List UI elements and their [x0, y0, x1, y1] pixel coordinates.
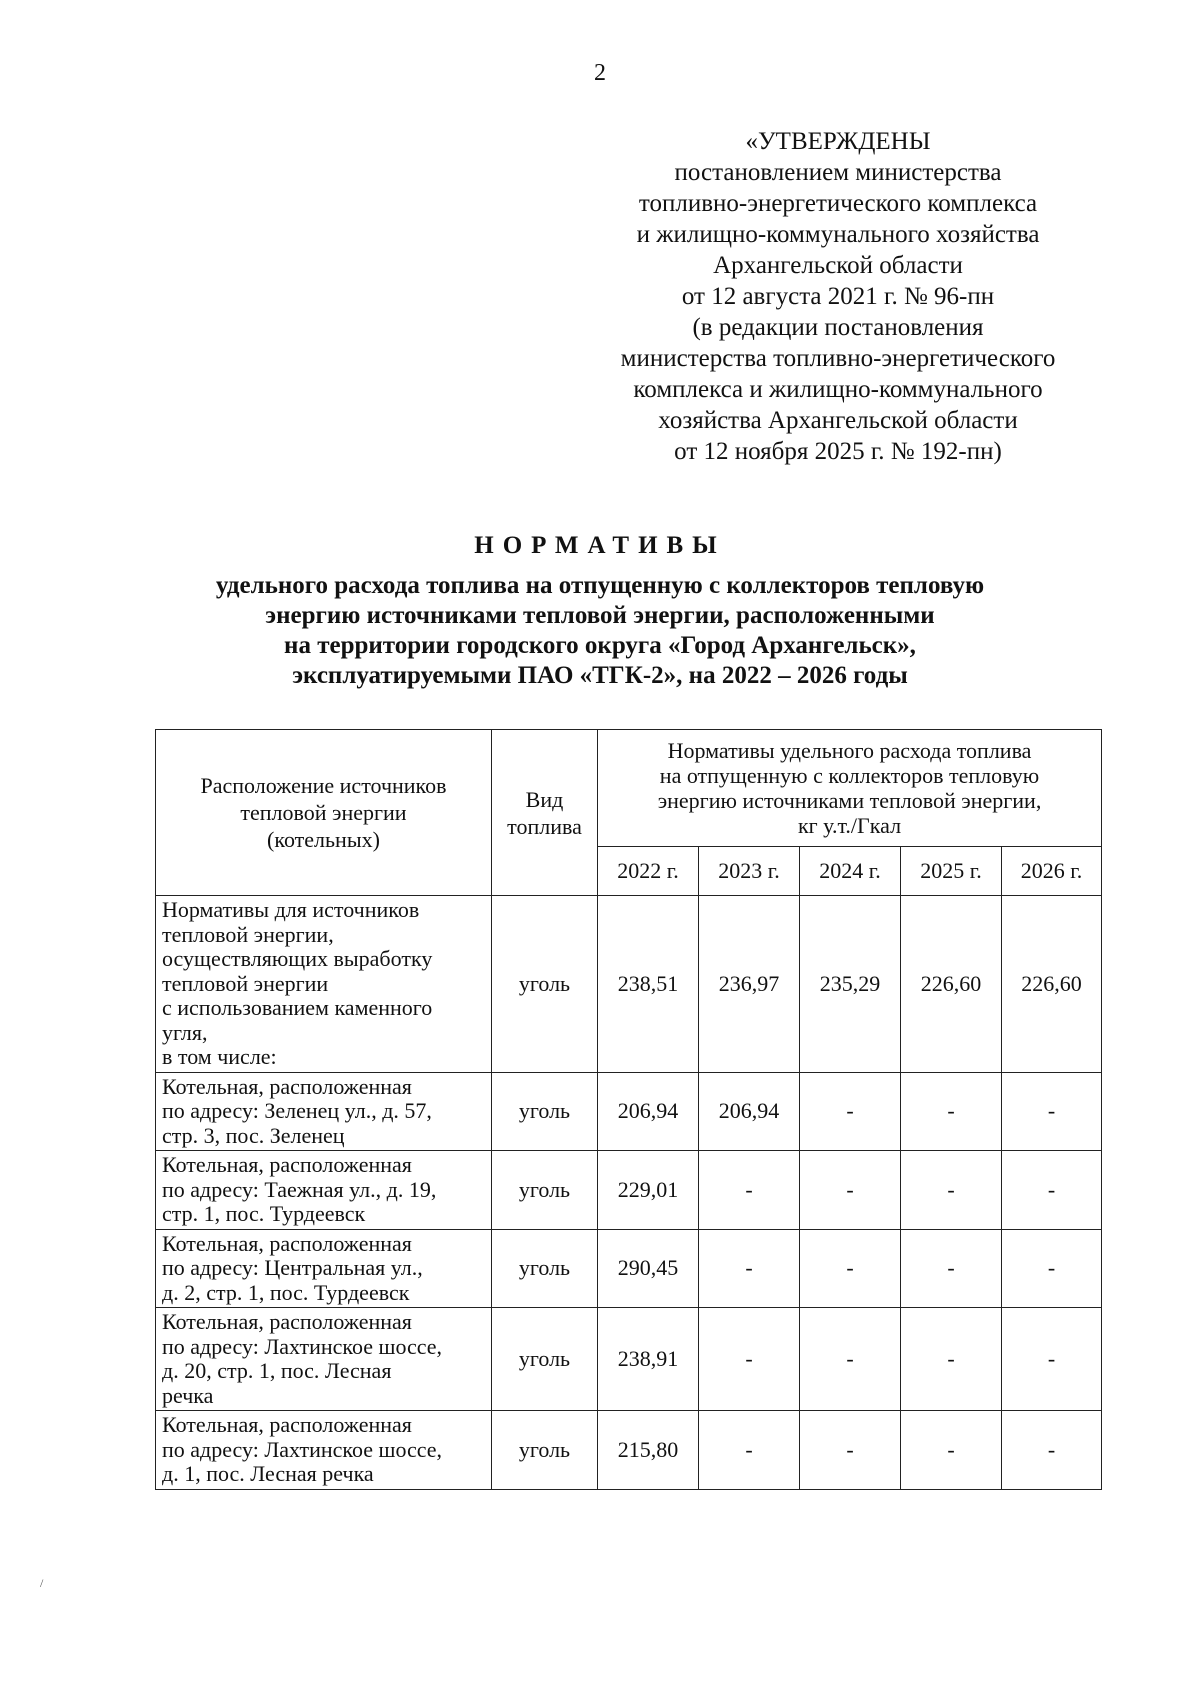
location-line: угля,	[162, 1019, 208, 1045]
header-norms-line: кг у.т./Гкал	[797, 813, 902, 838]
cell-value: 238,91	[598, 1308, 699, 1411]
cell-value: -	[1002, 1308, 1102, 1411]
header-source-line: Расположение источников	[200, 773, 447, 798]
cell-value: 215,80	[598, 1411, 699, 1490]
cell-value: -	[901, 1151, 1002, 1230]
approval-line: министерства топливно-энергетического	[620, 345, 1056, 372]
subtitle-line: эксплуатируемыми ПАО «ТГК-2», на 2022 – 2026 годы	[292, 662, 908, 689]
approval-line: «УТВЕРЖДЕНЫ	[745, 128, 931, 155]
cell-location	[156, 1308, 492, 1411]
location-line: стр. 1, пос. Турдеевск	[162, 1201, 366, 1226]
table-row	[156, 1229, 1102, 1308]
location-line: Котельная, расположенная	[162, 1230, 412, 1256]
norms-table	[155, 729, 1102, 1490]
cell-value: -	[901, 1308, 1002, 1411]
header-source-line: тепловой энергии	[240, 800, 407, 825]
cell-fuel: уголь	[492, 1072, 598, 1151]
location-line: по адресу: Центральная ул.,	[162, 1255, 423, 1280]
table-row	[156, 1072, 1102, 1151]
cell-location	[156, 1151, 492, 1230]
location-line: осуществляющих выработку	[162, 946, 433, 971]
approval-line: от 12 августа 2021 г. № 96-пн	[681, 283, 995, 310]
approval-line: хозяйства Архангельской области	[658, 407, 1018, 434]
approval-line: (в редакции постановления	[692, 314, 984, 341]
cell-value: 226,60	[901, 896, 1002, 1073]
approval-stamp	[588, 126, 1088, 467]
cell-value: 206,94	[699, 1072, 800, 1151]
table-row	[156, 1411, 1102, 1490]
cell-fuel: уголь	[492, 1151, 598, 1230]
cell-fuel: уголь	[492, 896, 598, 1073]
cell-value: -	[699, 1151, 800, 1230]
cell-location	[156, 1411, 492, 1490]
table-row	[156, 896, 1102, 1073]
location-line: с использованием каменного	[162, 995, 433, 1020]
cell-location	[156, 1072, 492, 1151]
cell-value: -	[800, 1072, 901, 1151]
header-fuel-line: топлива	[507, 813, 582, 839]
location-line: Котельная, расположенная	[162, 1073, 412, 1099]
location-line: по адресу: Лахтинское шоссе,	[162, 1333, 443, 1359]
header-year: 2026 г.	[1002, 847, 1102, 896]
cell-location	[156, 1229, 492, 1308]
subtitle-line: удельного расхода топлива на отпущенную с коллекторов тепловую	[215, 572, 985, 599]
cell-value: 236,97	[699, 896, 800, 1073]
location-line: Котельная, расположенная	[162, 1412, 412, 1437]
header-norms-line: на отпущенную с коллекторов тепловую	[659, 763, 1040, 788]
cell-value: -	[800, 1411, 901, 1490]
cell-value: -	[901, 1229, 1002, 1308]
approval-line: от 12 ноября 2025 г. № 192-пн)	[674, 438, 1002, 465]
cell-value: 290,45	[598, 1229, 699, 1308]
location-line: Котельная, расположенная	[162, 1152, 412, 1177]
cell-value: -	[699, 1229, 800, 1308]
subtitle-line: на территории городского округа «Город Архангельск»,	[284, 632, 916, 659]
header-source	[156, 730, 492, 896]
cell-value: 206,94	[598, 1072, 699, 1151]
approval-line: Архангельской области	[713, 252, 963, 279]
cell-fuel: уголь	[492, 1411, 598, 1490]
location-line: стр. 3, пос. Зеленец	[162, 1122, 345, 1148]
approval-line: и жилищно-коммунального хозяйства	[636, 221, 1040, 248]
location-line: тепловой энергии,	[162, 921, 334, 947]
header-fuel-line: Вид	[525, 786, 564, 812]
header-norms-line: энергию источниками тепловой энергии,	[657, 788, 1042, 813]
cell-value: -	[1002, 1229, 1102, 1308]
location-line: по адресу: Лахтинское шоссе,	[162, 1436, 443, 1462]
cell-value: -	[800, 1151, 901, 1230]
location-line: Нормативы для источников	[162, 897, 420, 922]
document-title: НОРМАТИВЫ	[474, 532, 726, 559]
approval-line: постановлением министерства	[674, 159, 1002, 186]
location-line: д. 1, пос. Лесная речка	[162, 1461, 374, 1486]
cell-value: -	[699, 1411, 800, 1490]
header-norms	[598, 730, 1102, 847]
location-line: д. 20, стр. 1, пос. Лесная	[162, 1358, 392, 1383]
cell-fuel: уголь	[492, 1229, 598, 1308]
page-number: 2	[594, 60, 606, 86]
cell-value: -	[901, 1411, 1002, 1490]
location-line: тепловой энергии	[162, 970, 329, 996]
table-row	[156, 1308, 1102, 1411]
approval-line: топливно-энергетического комплекса	[638, 190, 1038, 217]
header-year: 2024 г.	[800, 847, 901, 896]
table-row	[156, 1151, 1102, 1230]
header-year: 2023 г.	[699, 847, 800, 896]
cell-value: 226,60	[1002, 896, 1102, 1073]
table-header-row	[156, 730, 1102, 847]
document-subtitle	[0, 571, 1200, 691]
location-line: д. 2, стр. 1, пос. Турдеевск	[162, 1279, 410, 1305]
cell-value: -	[800, 1308, 901, 1411]
cell-value: -	[1002, 1072, 1102, 1151]
header-year: 2025 г.	[901, 847, 1002, 896]
scan-mark: /	[40, 1576, 44, 1590]
cell-value: 235,29	[800, 896, 901, 1073]
cell-fuel: уголь	[492, 1308, 598, 1411]
header-year: 2022 г.	[598, 847, 699, 896]
cell-value: -	[800, 1229, 901, 1308]
cell-value: 238,51	[598, 896, 699, 1073]
cell-value: -	[901, 1072, 1002, 1151]
cell-value: -	[699, 1308, 800, 1411]
location-line: Котельная, расположенная	[162, 1309, 412, 1334]
header-norms-line: Нормативы удельного расхода топлива	[667, 738, 1032, 763]
location-line: по адресу: Зеленец ул., д. 57,	[162, 1098, 432, 1123]
subtitle-line: энергию источниками тепловой энергии, расположенными	[265, 602, 935, 629]
cell-value: 229,01	[598, 1151, 699, 1230]
header-source-line: (котельных)	[267, 827, 380, 852]
location-line: в том числе:	[162, 1044, 277, 1069]
location-line: по адресу: Таежная ул., д. 19,	[162, 1176, 437, 1202]
cell-value: -	[1002, 1151, 1102, 1230]
location-line: речка	[162, 1382, 214, 1408]
cell-location	[156, 896, 492, 1073]
cell-value: -	[1002, 1411, 1102, 1490]
header-fuel	[492, 730, 598, 896]
approval-line: комплекса и жилищно-коммунального	[633, 376, 1043, 403]
